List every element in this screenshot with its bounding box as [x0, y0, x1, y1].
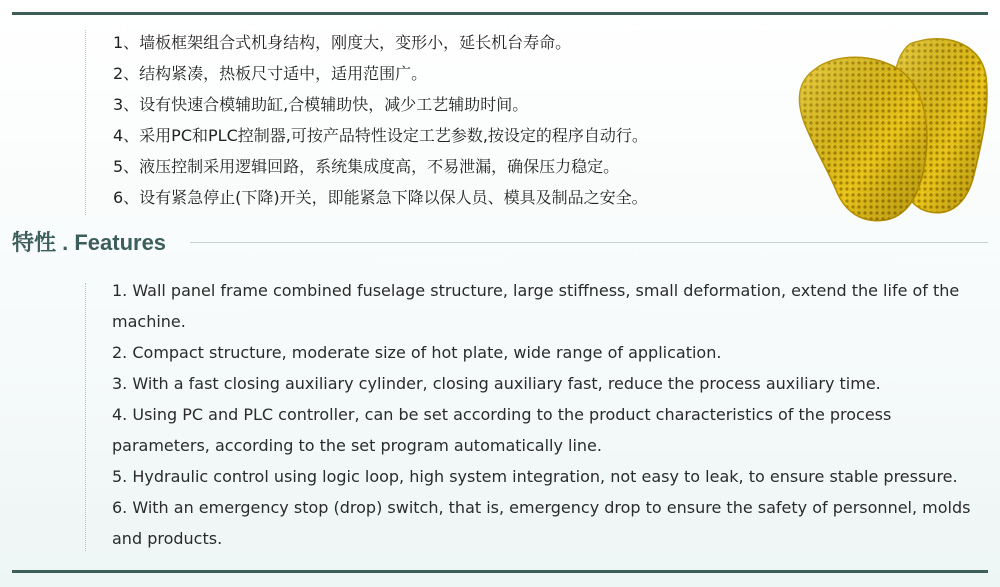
chinese-feature-list: [85, 30, 776, 215]
en-feature-item: 3. With a fast closing auxiliary cylinder, closing auxiliary fast, reduce the process auxiliary time.: [112, 374, 881, 393]
cn-feature-item: 2、结构紧凑，热板尺寸适中，适用范围广。: [113, 64, 428, 83]
cn-feature-item: 5、液压控制采用逻辑回路，系统集成度高，不易泄漏，确保压力稳定。: [113, 157, 620, 176]
heading-divider: [190, 242, 988, 243]
en-feature-item: 1. Wall panel frame combined fuselage structure, large stiffness, small deformation, extend the life of the machine.: [112, 281, 960, 331]
features-heading-row: [12, 228, 988, 258]
features-heading: 特性 . Features: [12, 230, 167, 255]
en-feature-item: 4. Using PC and PLC controller, can be set according to the product characteristics of the process parameters, according to the set program automatically line.: [112, 405, 892, 455]
en-feature-item: 5. Hydraulic control using logic loop, high system integration, not easy to leak, to ensure stable pressure.: [112, 467, 958, 486]
en-feature-item: 2. Compact structure, moderate size of hot plate, wide range of application.: [112, 343, 722, 362]
cn-feature-item: 4、采用PC和PLC控制器,可按产品特性设定工艺参数,按设定的程序自动行。: [113, 126, 648, 145]
cn-feature-item: 6、设有紧急停止(下降)开关，即能紧急下降以保人员、模具及制品之安全。: [113, 188, 648, 207]
top-divider: [12, 12, 988, 15]
product-image: [790, 30, 990, 225]
cn-feature-item: 3、设有快速合模辅助缸,合模辅助快，减少工艺辅助时间。: [113, 95, 529, 114]
bottom-divider: [12, 570, 988, 573]
english-feature-list: [85, 283, 991, 551]
cn-feature-item: 1、墙板框架组合式机身结构，刚度大，变形小，延长机台寿命。: [113, 33, 572, 52]
en-feature-item: 6. With an emergency stop (drop) switch, that is, emergency drop to ensure the safety of personnel, molds and products.: [112, 498, 971, 548]
